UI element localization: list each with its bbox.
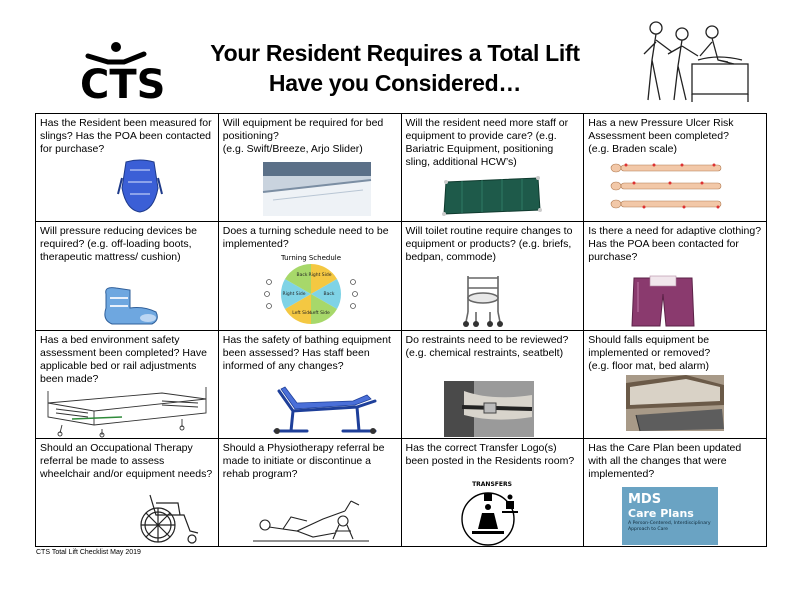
cell-toileting — [401, 222, 584, 330]
floor-mat-icon — [626, 375, 724, 431]
care-plan-title-1: MDS — [628, 491, 662, 507]
cell-bed-safety — [36, 330, 219, 438]
cell-question: Has the correct Transfer Logo(s) been posted in the Residents room? — [405, 441, 575, 467]
sling-icon — [118, 158, 162, 214]
cell-question: Will equipment be required for bed positioning? (e.g. Swift/Breeze, Arjo Slider) — [222, 117, 384, 155]
cell-falls-equipment — [584, 330, 767, 438]
cell-slings — [36, 114, 219, 222]
care-plan-subtitle: A Person-Centered, Interdisciplinary Approach to Care — [628, 520, 711, 532]
slider-sheet-icon — [263, 162, 371, 216]
cell-question: Will the resident need more staff or equipment to provide care? (e.g. Bariatric Equipment, positioning sling, additional HCW’s) — [405, 117, 569, 168]
cell-question: Has a bed environment safety assessment been completed? Have applicable bed or rail adjustments been made? — [40, 333, 207, 385]
cell-question: Has the Resident been measured for slings? Has the POA been contacted for purchase? — [40, 117, 212, 155]
cell-restraints — [401, 330, 584, 438]
title-line-1: Your Resident Requires a Total Lift — [210, 40, 580, 66]
cell-question: Should a Physiotherapy referral be made to initiate or discontinue a rehab program? — [222, 441, 385, 480]
cell-pressure-devices — [36, 222, 219, 330]
transfers-label: TRANSFERS — [471, 480, 512, 488]
pressure-points-icon — [604, 160, 740, 216]
footer-text: CTS Total Lift Checklist May 2019 — [36, 549, 141, 556]
offloading-boot-icon — [100, 284, 162, 326]
title-line-2: Have you Considered… — [268, 70, 522, 96]
turning-segment-label: Back — [323, 292, 335, 298]
cell-ot-referral — [36, 438, 219, 546]
transfer-logo-icon — [442, 479, 532, 545]
logo-text: CTS — [80, 62, 166, 108]
wheelchair-icon — [136, 489, 202, 545]
commode-icon — [460, 272, 506, 328]
turning-schedule-icon — [259, 252, 363, 328]
turning-segment-label: Left Side — [291, 311, 312, 317]
turning-segment-label: Back — [296, 273, 308, 279]
cell-physio-referral — [218, 438, 401, 546]
cell-question: Will toilet routine require changes to equipment or products? (e.g. briefs, bedpan, commode) — [405, 225, 573, 264]
turning-segment-label: Right Side — [282, 292, 306, 298]
cell-question: Will pressure reducing devices be required? (e.g. off-loading boots, therapeutic mattress/ cushion) — [40, 225, 197, 264]
cell-staff-equipment — [401, 114, 584, 222]
cts-logo — [78, 40, 166, 108]
cell-question: Do restraints need to be reviewed? (e.g. chemical restraints, seatbelt) — [405, 333, 569, 359]
table-row — [36, 438, 767, 546]
table-row — [36, 222, 767, 330]
cell-transfer-logo — [401, 438, 584, 546]
turning-segment-label: Left Side — [309, 311, 330, 317]
physiotherapy-icon — [253, 497, 369, 545]
turning-segment-label: Right Side — [308, 273, 332, 279]
seatbelt-icon — [444, 381, 534, 437]
cell-bed-positioning — [218, 114, 401, 222]
cell-pressure-ulcer — [584, 114, 767, 222]
cell-question: Should falls equipment be implemented or removed? (e.g. floor mat, bed alarm) — [588, 333, 711, 372]
positioning-sling-icon — [442, 176, 542, 216]
cell-question: Has a new Pressure Ulcer Risk Assessment been completed? (e.g. Braden scale) — [588, 117, 734, 155]
care-plan-title-2: Care Plans — [628, 506, 695, 520]
cell-question: Has the safety of bathing equipment been assessed? Has staff been informed of any changes? — [222, 333, 391, 372]
cell-turning-schedule — [218, 222, 401, 330]
cell-question: Is there a need for adaptive clothing? Has the POA been contacted for purchase? — [588, 225, 762, 264]
cell-adaptive-clothing — [584, 222, 767, 330]
care-plan-icon — [622, 487, 718, 545]
cell-bathing — [218, 330, 401, 438]
adaptive-clothing-icon — [628, 272, 698, 328]
table-row — [36, 330, 767, 438]
cell-care-plan — [584, 438, 767, 546]
page-title — [160, 38, 630, 98]
cell-question: Has the Care Plan been updated with all the changes that were implemented? — [588, 441, 742, 480]
bath-chair-icon — [267, 381, 379, 437]
cell-question: Does a turning schedule need to be implemented? — [222, 225, 389, 251]
lift-illustration-icon — [638, 20, 750, 104]
turning-schedule-title: Turning Schedule — [280, 254, 341, 263]
cell-question: Should an Occupational Therapy referral be made to assess wheelchair and/or equipment needs? — [40, 441, 213, 480]
checklist-grid — [35, 113, 767, 547]
hospital-bed-icon — [42, 383, 212, 437]
table-row — [36, 114, 767, 222]
